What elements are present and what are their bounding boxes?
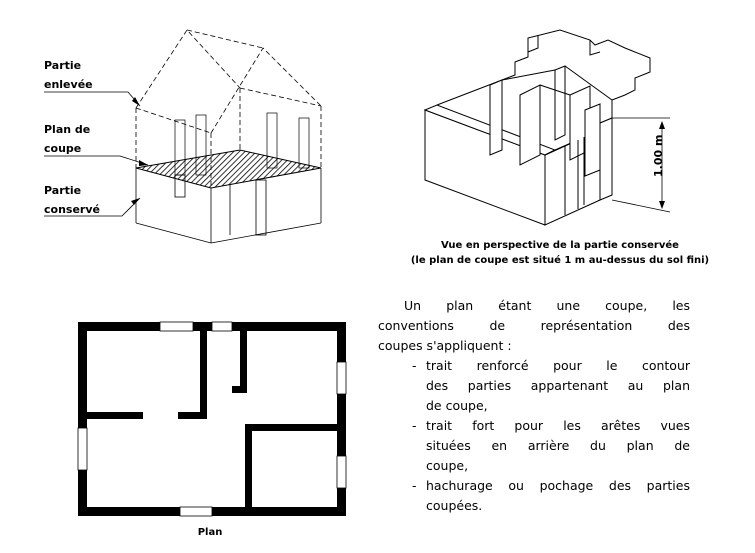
bullet-1-line-1: trait renforcé pour le contour: [426, 358, 690, 373]
bullet-3-line-1: hachurage ou pochage des parties: [426, 478, 690, 493]
bullet-3-line-2: coupées.: [426, 498, 483, 513]
floor-plan: [78, 322, 346, 516]
label-kept-part: Partie conservé: [44, 184, 100, 216]
plan-caption: Plan: [197, 527, 223, 538]
bullet-dash: -: [412, 358, 417, 373]
bullet-1: [412, 356, 690, 416]
bullet-2: [412, 416, 690, 476]
perspective-kept-part: [425, 30, 650, 225]
house-isometric: [136, 30, 321, 243]
perspective-caption: [395, 238, 725, 268]
intro-line-3: coupes s'appliquent :: [378, 338, 512, 353]
perspective-caption-line2: (le plan de coupe est situé 1 m au-dessus du sol fini): [410, 255, 710, 266]
bullet-dash: -: [412, 478, 417, 493]
intro-line-2: conventions de représentation des: [378, 318, 690, 333]
label-cut-plane: Plan de coupe: [44, 123, 91, 155]
leader-arrowheads: [131, 97, 148, 205]
bullet-2-line-3: coupe,: [426, 458, 469, 473]
perspective-caption-line1: Vue en perspective de la partie conservée: [441, 240, 679, 251]
bullet-dash: -: [412, 418, 417, 433]
intro-line-1: Un plan étant une coupe, les: [404, 298, 690, 313]
bullet-2-line-2: situées en arrière du plan de: [426, 438, 690, 453]
bullet-2-line-1: trait fort pour les arêtes vues: [426, 418, 690, 433]
bullet-3: [412, 476, 690, 516]
cut-plane-hatched: [136, 150, 321, 188]
explanation-text: [378, 296, 690, 516]
bullet-1-line-2: des parties appartenant au plan: [426, 378, 690, 393]
bullet-1-line-3: de coupe,: [426, 398, 488, 413]
dimension-label: 1.00 m: [652, 134, 665, 177]
label-removed-part: Partie enlevée: [44, 59, 93, 91]
